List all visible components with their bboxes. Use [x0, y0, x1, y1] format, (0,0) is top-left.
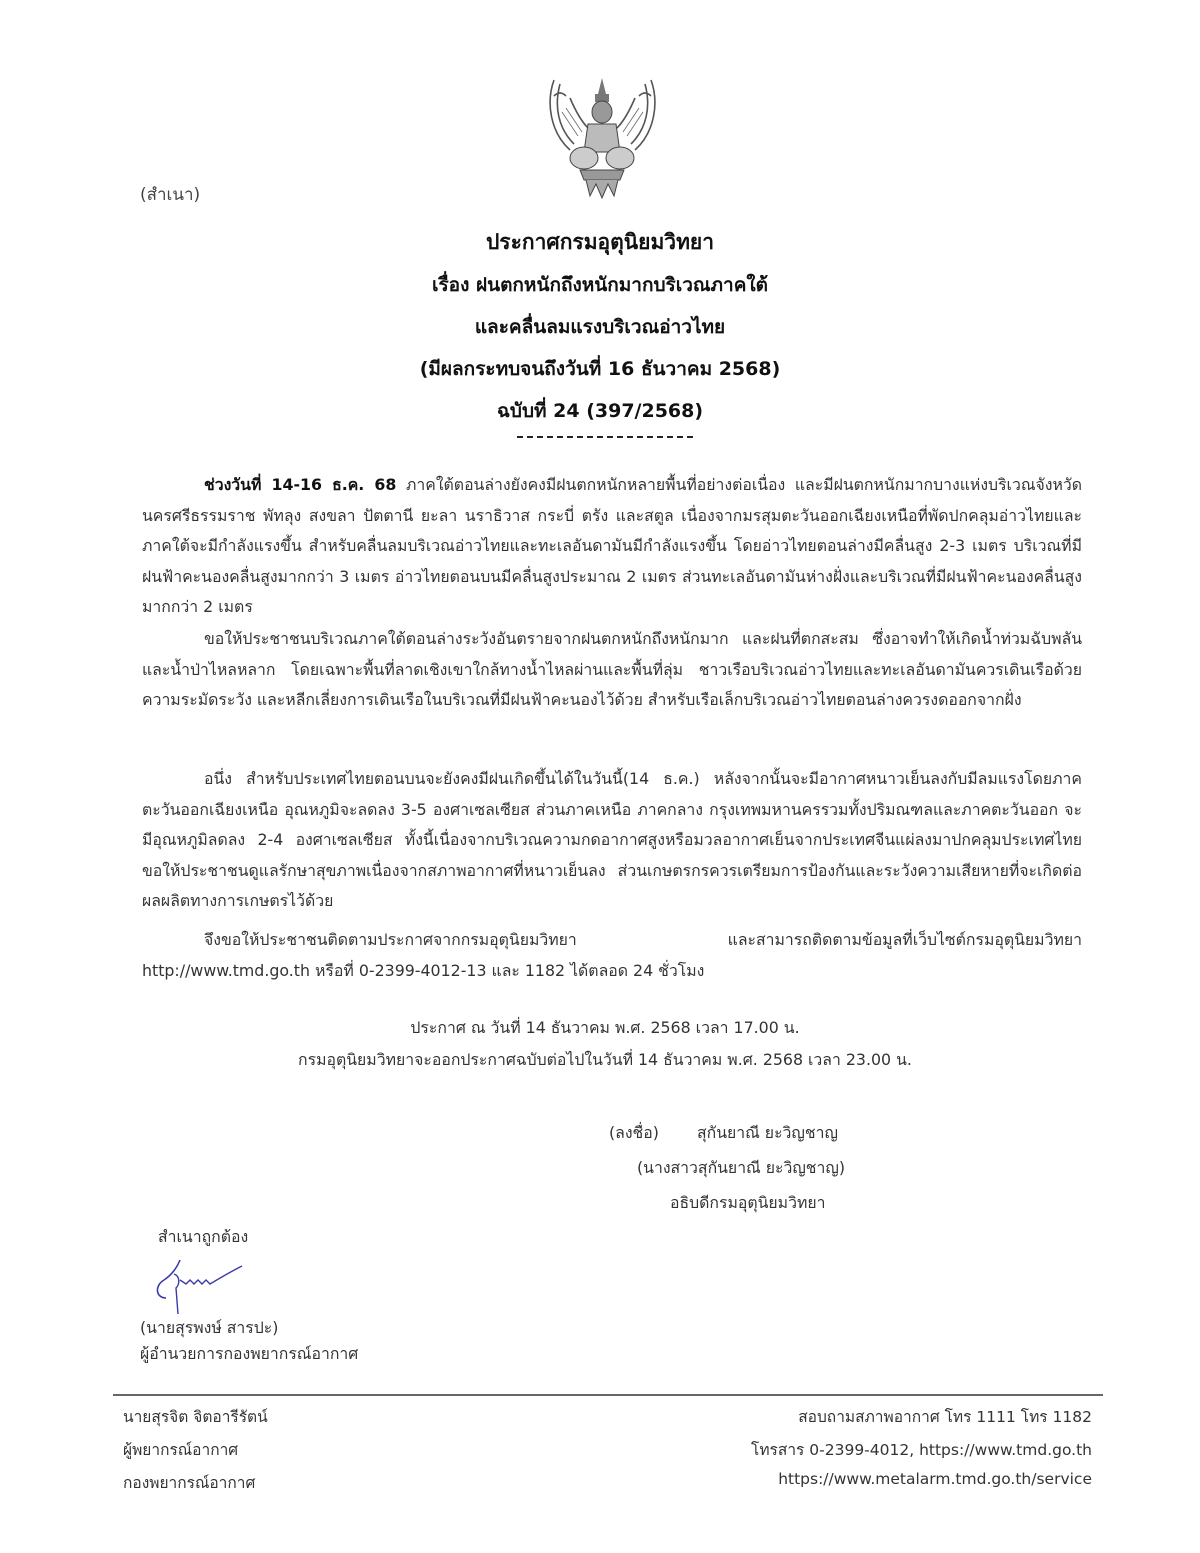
signed-name: สุกันยาณี ยะวิญชาญ	[697, 1123, 838, 1142]
certified-copy-label: สำเนาถูกต้อง	[158, 1227, 249, 1246]
certifier-position: ผู้อำนวยการกองพยากรณ์อากาศ	[140, 1344, 359, 1363]
paragraph-3	[142, 764, 1082, 917]
paragraph-1-text: ภาคใต้ตอนล่างยังคงมีฝนตกหนักหลายพื้นที่อย่างต่อเนื่อง และมีฝนตกหนักมากบางแห่งบริเวณจังหวัดนครศรีธรรมราช พัทลุง สงขลา ปัตตานี ยะลา นราธิวาส กระบี่ ตรัง และสตูล เนื่องจากมรสุมตะวันออกเฉียงเหนือที่พัดปกคลุมอ่าวไทยและภาคใต้จะมีกำลังแรงขึ้น สำหรับคลื่นลมบริเวณอ่าวไทยและทะเลอันดามันมีกำลังแรงขึ้น โดยอ่าวไทยตอนล่างมีคลื่นสูง 2-3 เมตร บริเวณที่มีฝนฟ้าคะนองคลื่นสูงมากกว่า 3 เมตร อ่าวไทยตอนบนมีคลื่นสูงประมาณ 2 เมตร ส่วนทะเลอันดามันห่างฝั่งและบริเวณที่มีฝนฟ้าคะนองคลื่นสูงมากกว่า 2 เมตร	[142, 475, 1082, 616]
handwritten-signature-icon	[150, 1258, 250, 1318]
paragraph-3-text: อนึ่ง สำหรับประเทศไทยตอนบนจะยังคงมีฝนเกิดขึ้นได้ในวันนี้(14 ธ.ค.) หลังจากนั้นจะมีอากาศหนาวเย็นลงกับมีลมแรงโดยภาคตะวันออกเฉียงเหนือ อุณหภูมิจะลดลง 3-5 องศาเซลเซียส ส่วนภาคเหนือ ภาคกลาง กรุงเทพมหานครรวมทั้งปริมณฑลและภาคตะวันออก จะมีอุณหภูมิลดลง 2-4 องศาเซลเซียส ทั้งนี้เนื่องจากบริเวณความกดอากาศสูงหรือมวลอากาศเย็นจากประเทศจีนแผ่ลงมาปกคลุมประเทศไทย ขอให้ประชาชนดูแลรักษาสุขภาพเนื่องจากสภาพอากาศที่หนาวเย็นลง ส่วนเกษตรกรควรเตรียมการป้องกันและระวังความเสียหายที่จะเกิดต่อผลผลิตทางการเกษตรไว้ด้วย	[142, 769, 1082, 910]
footer-divider	[113, 1394, 1103, 1396]
signatory-full-name: (นางสาวสุกันยาณี ยะวิญชาญ)	[637, 1158, 846, 1177]
heading-divider	[517, 436, 693, 438]
paragraph-1	[142, 470, 1082, 623]
effective-date: (มีผลกระทบจนถึงวันที่ 16 ธันวาคม 2568)	[419, 358, 781, 380]
paragraph-4	[142, 925, 1082, 986]
signed-label: (ลงชื่อ)	[609, 1123, 659, 1142]
footer-forecaster-name: นายสุรจิต จิตอารีรัตน์	[123, 1408, 268, 1426]
signatory-position: อธิบดีกรมอุตุนิยมวิทยา	[670, 1193, 826, 1212]
paragraph-2-text: ขอให้ประชาชนบริเวณภาคใต้ตอนล่างระวังอันตรายจากฝนตกหนักถึงหนักมาก และฝนที่ตกสะสม ซึ่งอาจทำให้เกิดน้ำท่วมฉับพลันและน้ำป่าไหลหลาก โดยเฉพาะพื้นที่ลาดเชิงเขาใกล้ทางน้ำไหลผ่านและพื้นที่ลุ่ม ชาวเรือบริเวณอ่าวไทยและทะเลอันดามันควรเดินเรือด้วยความระมัดระวัง และหลีกเลี่ยงการเดินเรือในบริเวณที่มีฝนฟ้าคะนองไว้ด้วย สำหรับเรือเล็กบริเวณอ่าวไทยตอนล่างควรงดออกจากฝั่ง	[142, 629, 1082, 709]
footer-metalarm-link[interactable]: https://www.metalarm.tmd.go.th/service	[778, 1470, 1092, 1488]
paragraph-1-lead: ช่วงวันที่ 14-16 ธ.ค. 68	[204, 475, 397, 494]
subject-line-2: และคลื่นลมแรงบริเวณอ่าวไทย	[474, 316, 726, 338]
footer-fax-website: โทรสาร 0-2399-4012, https://www.tmd.go.th	[751, 1441, 1092, 1459]
certifier-name: (นายสุรพงษ์ สารปะ)	[140, 1318, 279, 1337]
paragraph-2	[142, 624, 1082, 716]
page-title: ประกาศกรมอุตุนิยมวิทยา	[485, 230, 715, 254]
next-issue-notice: กรมอุตุนิยมวิทยาจะออกประกาศฉบับต่อไปในวันที่ 14 ธันวาคม พ.ศ. 2568 เวลา 23.00 น.	[298, 1050, 912, 1069]
footer-division: กองพยากรณ์อากาศ	[123, 1474, 256, 1492]
announced-datetime: ประกาศ ณ วันที่ 14 ธันวาคม พ.ศ. 2568 เวลา 17.00 น.	[410, 1018, 800, 1037]
copy-mark: (สำเนา)	[140, 185, 201, 205]
garuda-emblem-icon	[540, 72, 665, 202]
footer-forecaster-role: ผู้พยากรณ์อากาศ	[123, 1441, 239, 1459]
subject-line-1: เรื่อง ฝนตกหนักถึงหนักมากบริเวณภาคใต้	[431, 274, 769, 296]
paragraph-4-text: จึงขอให้ประชาชนติดตามประกาศจากกรมอุตุนิยมวิทยา และสามารถติดตามข้อมูลที่เว็บไซต์กรมอุตุนิยมวิทยา http://www.tmd.go.th หรือที่ 0-2399-4012-13 และ 1182 ได้ตลอด 24 ชั่วโมง	[142, 930, 1082, 980]
footer-hotline: สอบถามสภาพอากาศ โทร 1111 โทร 1182	[798, 1408, 1092, 1426]
issue-number: ฉบับที่ 24 (397/2568)	[496, 400, 704, 422]
